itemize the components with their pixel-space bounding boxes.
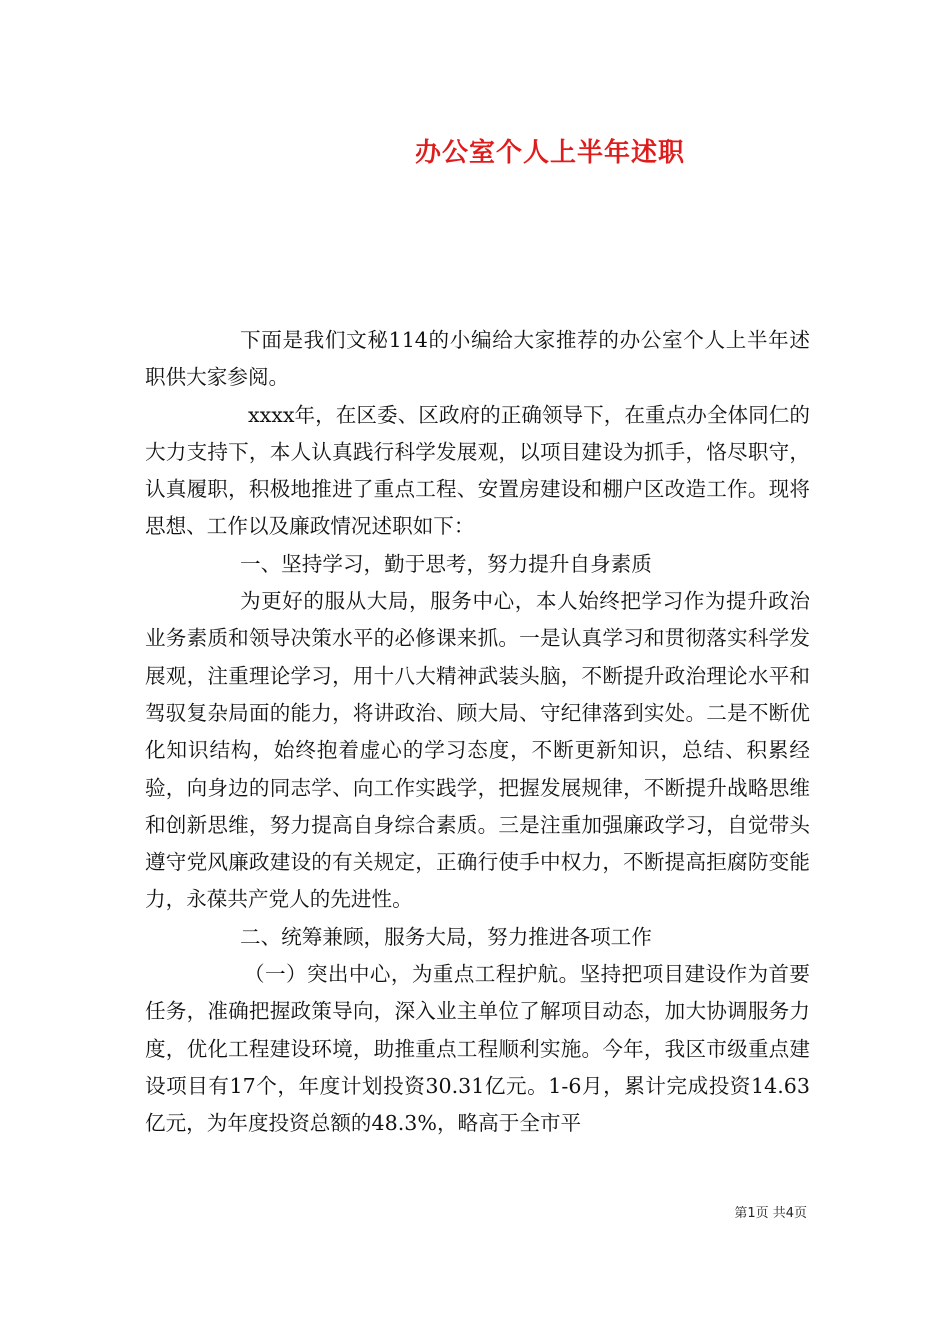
document-title-text: 办公室个人上半年述职 [414, 138, 685, 168]
document-body [145, 322, 810, 1143]
document-title [0, 132, 950, 169]
paragraph-intro: 下面是我们文秘114的小编给大家推荐的办公室个人上半年述职供大家参阅。 [145, 328, 810, 390]
section-heading-1: 一、坚持学习，勤于思考，努力提升自身素质 [240, 551, 652, 576]
page-number: 第1页 共4页 [734, 1206, 807, 1221]
section-heading-2: 二、统筹兼顾，服务大局，努力推进各项工作 [240, 924, 652, 949]
paragraph-key-projects: （一）突出中心，为重点工程护航。坚持把项目建设作为首要任务，准确把握政策导向，深入业主单位了解项目动态，加大协调服务力度，优化工程建设环境，助推重点工程顺利实施。今年，我区市级重点建设项目有17个，年度计划投资30.31亿元。1-6月，累计完成投资14.63亿元，为年度投资总额的48.3%，略高于全市平 [145, 962, 810, 1136]
paragraph-overview: xxxx年，在区委、区政府的正确领导下，在重点办全体同仁的大力支持下，本人认真践行科学发展观，以项目建设为抓手，恪尽职守，认真履职，积极地推进了重点工程、安置房建设和棚户区改造工作。现将思想、工作以及廉政情况述职如下： [145, 402, 810, 539]
paragraph-study: 为更好的服从大局，服务中心，本人始终把学习作为提升政治业务素质和领导决策水平的必修课来抓。一是认真学习和贯彻落实科学发展观，注重理论学习，用十八大精神武装头脑，不断提升政治理论水平和驾驭复杂局面的能力，将讲政治、顾大局、守纪律落到实处。二是不断优化知识结构，始终抱着虚心的学习态度，不断更新知识，总结、积累经验，向身边的同志学、向工作实践学，把握发展规律，不断提升战略思维和创新思维，努力提高自身综合素质。三是注重加强廉政学习，自觉带头遵守党风廉政建设的有关规定，正确行使手中权力，不断提高拒腐防变能力，永葆共产党人的先进性。 [145, 589, 810, 912]
